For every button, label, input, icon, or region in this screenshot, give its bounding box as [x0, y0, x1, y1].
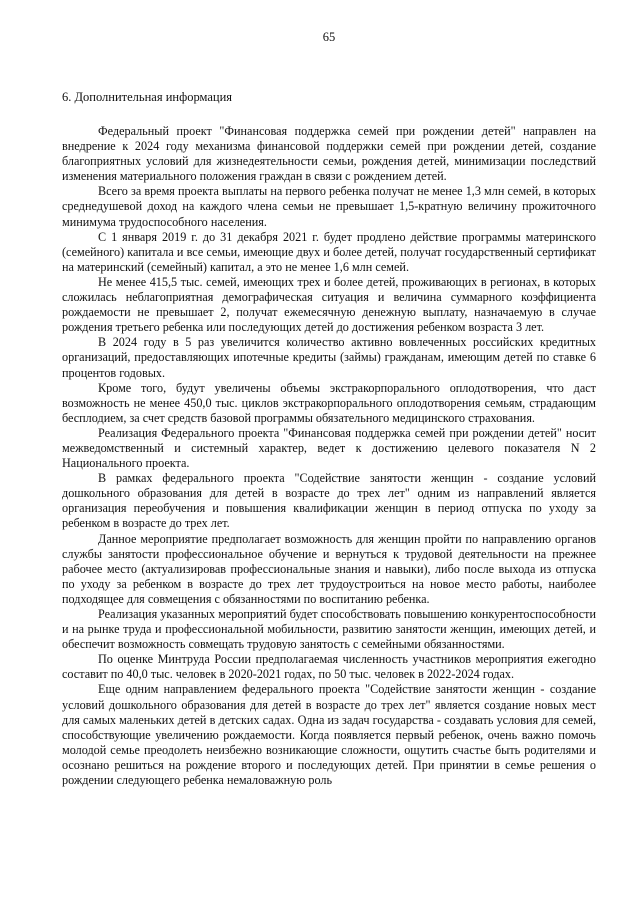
paragraph: Федеральный проект "Финансовая поддержка семей при рождении детей" направлен на внедрение к 2024 году механизма финансовой поддержки семей при рождении детей, создание благоприятных условий для жизнедеятельности семьи, рождения детей, минимизации последствий изменения материального положения граждан в связи с рождением детей.	[62, 124, 596, 184]
paragraph: С 1 января 2019 г. до 31 декабря 2021 г. будет продлено действие программы материнского (семейного) капитала и все семьи, имеющие двух и более детей, получат государственный сертификат на материнский (семейный) капитал, а это не менее 1,6 млн семей.	[62, 229, 596, 274]
paragraph: Кроме того, будут увеличены объемы экстракорпорального оплодотворения, что даст возможность не менее 450,0 тыс. циклов экстракорпорального оплодотворения семьям, страдающим бесплодием, за счет средств базовой программы обязательного медицинского страхования.	[62, 380, 596, 425]
paragraph: Всего за время проекта выплаты на первого ребенка получат не менее 1,3 млн семей, в которых среднедушевой доход на каждого члена семьи не превышает 1,5-кратную величину прожиточного минимума трудоспособного населения.	[62, 184, 596, 229]
page-number: 65	[322, 30, 336, 44]
paragraph: В рамках федерального проекта "Содействие занятости женщин - создание условий дошкольного образования для детей в возрасте до трех лет" одним из направлений является организация переобучения и повышения квалификации женщин в период отпуска по уходу за ребенком в возрасте до трех лет.	[62, 471, 596, 531]
paragraph: Не менее 415,5 тыс. семей, имеющих трех и более детей, проживающих в регионах, в которых сложилась неблагоприятная демографическая ситуация и величина суммарного коэффициента рождаемости не превышает 2, получат ежемесячную денежную выплату, назначаемую в случае рождения третьего ребенка или последующих детей до достижения ребенком возраста 3 лет.	[62, 274, 596, 335]
section-heading: 6. Дополнительная информация	[62, 90, 233, 104]
paragraph: По оценке Минтруда России предполагаемая численность участников мероприятия ежегодно составит по 40,0 тыс. человек в 2020-2021 годах, по 50 тыс. человек в 2022-2024 годах.	[62, 652, 596, 682]
document-body	[62, 124, 596, 788]
paragraph: Данное мероприятие предполагает возможность для женщин пройти по направлению органов службы занятости профессиональное обучение и вернуться к трудовой деятельности на прежнее рабочее место (актуализировав профессиональные знания и навыки), либо после выхода из отпуска по уходу за ребенком в возрасте до трех лет трудоустроиться на новое место работы, наиболее подходящее для совмещения с обязанностями по воспитанию ребенка.	[62, 531, 596, 606]
paragraph: Реализация Федерального проекта "Финансовая поддержка семей при рождении детей" носит межведомственный и системный характер, ведет к достижению целевого показателя N 2 Национального проекта.	[62, 425, 596, 471]
paragraph: В 2024 году в 5 раз увеличится количество активно вовлеченных российских кредитных организаций, предоставляющих ипотечные кредиты (займы) гражданам, имеющим детей по ставке 6 процентов годовых.	[62, 335, 596, 380]
paragraph: Еще одним направлением федерального проекта "Содействие занятости женщин - создание условий дошкольного образования для детей в возрасте до трех лет" является создание новых мест для самых маленьких детей в детских садах. Одна из задач государства - создавать условия для семей, способствующие увеличению рождаемости. Когда появляется первый ребенок, очень важно помочь молодой семье преодолеть неизбежно возникающие сложности, ощутить счастье быть родителями и осознано решиться на рождение второго и последующих детей. При принятии в семье решения о рождении следующего ребенка немаловажную роль	[62, 682, 596, 788]
paragraph: Реализация указанных мероприятий будет способствовать повышению конкурентоспособности и на рынке труда и профессиональной мобильности, развитию занятости женщин, имеющих детей, и обеспечит возможность совмещать трудовую занятость с семейными обязанностями.	[62, 607, 596, 652]
document-page	[62, 0, 596, 905]
